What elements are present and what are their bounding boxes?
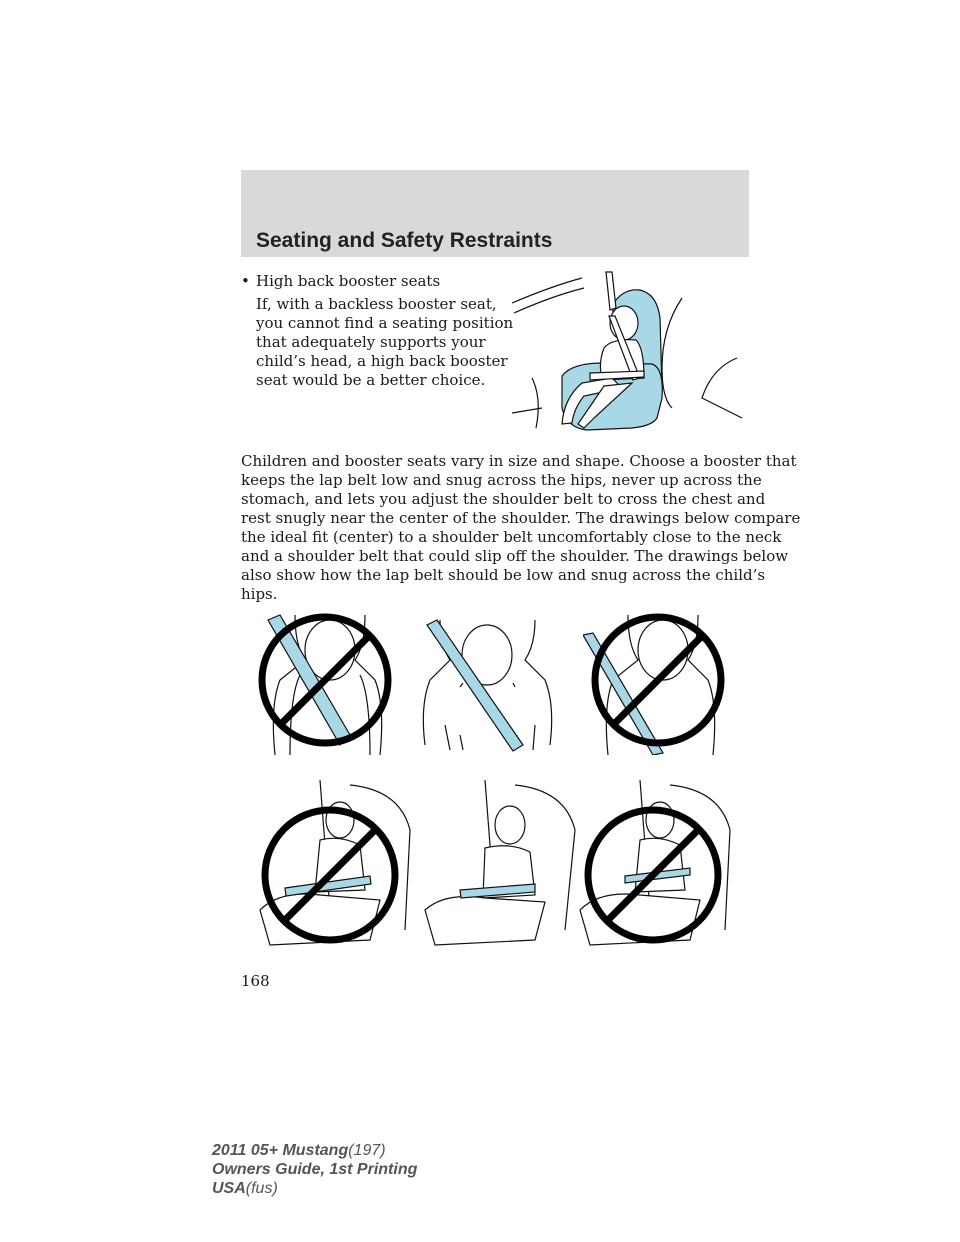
intro-line: seat would be a better choice. [256, 371, 486, 389]
footer-region-code: (fus) [245, 1180, 278, 1197]
body-line: and a shoulder belt that could slip off the shoulder. The drawings below [241, 547, 789, 565]
intro-line: you cannot find a seating position [256, 314, 514, 332]
lap-belt-across-stomach-illustration [565, 780, 745, 950]
body-line: rest snugly near the center of the shoulder. The drawings below compare [241, 509, 801, 527]
intro-line: If, with a backless booster seat, [256, 295, 497, 313]
lap-belt-correct-fit-illustration [415, 780, 580, 950]
shoulder-belt-slipping-off-shoulder-illustration [583, 605, 733, 755]
intro-line: child’s head, a high back booster [256, 352, 508, 370]
bullet-item [241, 272, 440, 291]
lap-belt-too-high-illustration [240, 780, 420, 950]
intro-paragraph [256, 295, 514, 390]
shoulder-belt-too-close-to-neck-illustration [250, 605, 400, 755]
footer-model-code: (197) [348, 1142, 386, 1159]
document-footer [212, 1141, 417, 1198]
high-back-booster-illustration [512, 268, 748, 438]
body-line: hips. [241, 585, 278, 603]
footer-model: 2011 05+ Mustang [212, 1142, 349, 1159]
intro-line: that adequately supports your [256, 333, 486, 351]
body-paragraph [241, 452, 801, 604]
body-line: the ideal fit (center) to a shoulder belt uncomfortably close to the neck [241, 528, 782, 546]
body-line: Children and booster seats vary in size and shape. Choose a booster that [241, 452, 797, 470]
bullet-dot: • [241, 272, 250, 290]
body-line: stomach, and lets you adjust the shoulder belt to cross the chest and [241, 490, 766, 508]
bullet-text: High back booster seats [256, 272, 441, 290]
section-title: Seating and Safety Restraints [256, 229, 553, 252]
page-number: 168 [241, 972, 270, 990]
body-line: keeps the lap belt low and snug across the hips, never up across the [241, 471, 762, 489]
footer-region: USA [212, 1180, 246, 1197]
footer-guide: Owners Guide, 1st Printing [212, 1161, 418, 1178]
body-line: also show how the lap belt should be low and snug across the child’s [241, 566, 766, 584]
shoulder-belt-correct-fit-illustration [405, 605, 565, 755]
